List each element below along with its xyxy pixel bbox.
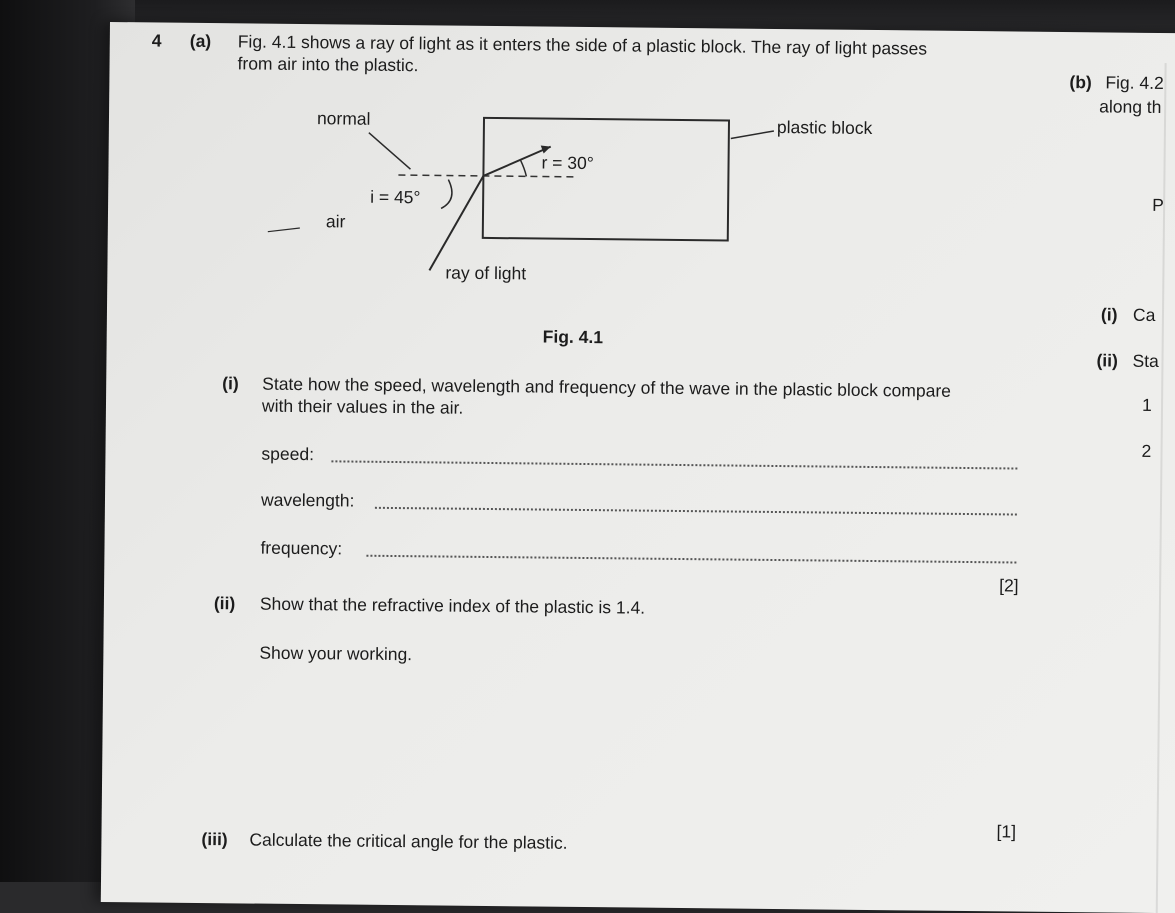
question-number: 4 [151,30,162,51]
wavelength-answer-line[interactable] [375,507,1017,516]
normal-line [398,175,578,177]
label-plastic-block: plastic block [776,116,873,138]
next-ii-label: (ii) [1096,350,1119,371]
frequency-answer-line[interactable] [366,555,1016,564]
air-label-stroke [268,228,300,232]
frequency-label: frequency: [260,537,343,559]
part-i-marks: [2] [999,575,1019,596]
label-normal: normal [316,108,371,129]
intro-line-2: from air into the plastic. [237,53,419,76]
next-b-text-2: along th [1099,96,1162,118]
part-ii-marks: [1] [996,821,1017,842]
part-a-label: (a) [189,30,212,52]
part-iii-text: Calculate the critical angle for the plastic. [249,829,568,853]
part-i-text-2: with their values in the air. [261,395,464,418]
next-item-2: 2 [1141,440,1152,461]
next-ii-text: Sta [1132,350,1159,372]
speed-answer-line[interactable] [331,460,1017,469]
figure-caption: Fig. 4.1 [542,326,604,348]
incident-ray [429,175,483,271]
part-i-text-1: State how the speed, wavelength and frequency of the wave in the plastic block compare [262,373,952,401]
normal-label-leader [368,133,410,169]
intro-line-1: Fig. 4.1 shows a ray of light as it enters the side of a plastic block. The ray of light passes [237,31,928,59]
plastic-block-rect [483,118,729,241]
part-i-label: (i) [222,373,239,394]
part-iii-label: (iii) [201,829,228,850]
part-ii-text: Show that the refractive index of the plastic is 1.4. [259,593,646,618]
part-ii-label: (ii) [213,593,236,614]
label-air: air [325,211,346,232]
next-item-1: 1 [1141,394,1152,415]
next-i-label: (i) [1100,304,1118,325]
next-i-text: Ca [1132,304,1156,325]
angle-r-arc [520,160,526,176]
speed-label: speed: [261,443,315,465]
angle-i-arc [441,179,452,208]
figure-4-1 [257,94,899,301]
wavelength-label: wavelength: [260,489,355,511]
exam-page [101,22,1175,913]
label-angle-r: r = 30° [541,152,594,174]
block-label-leader [731,131,774,139]
part-ii-working: Show your working. [259,642,413,665]
label-ray-of-light: ray of light [445,262,527,284]
page-gutter [1156,63,1167,913]
next-b-text: Fig. 4.2 [1105,72,1164,94]
next-b-label: (b) [1069,72,1092,93]
label-angle-i: i = 45° [370,186,421,208]
next-point-p: P [1152,194,1164,216]
